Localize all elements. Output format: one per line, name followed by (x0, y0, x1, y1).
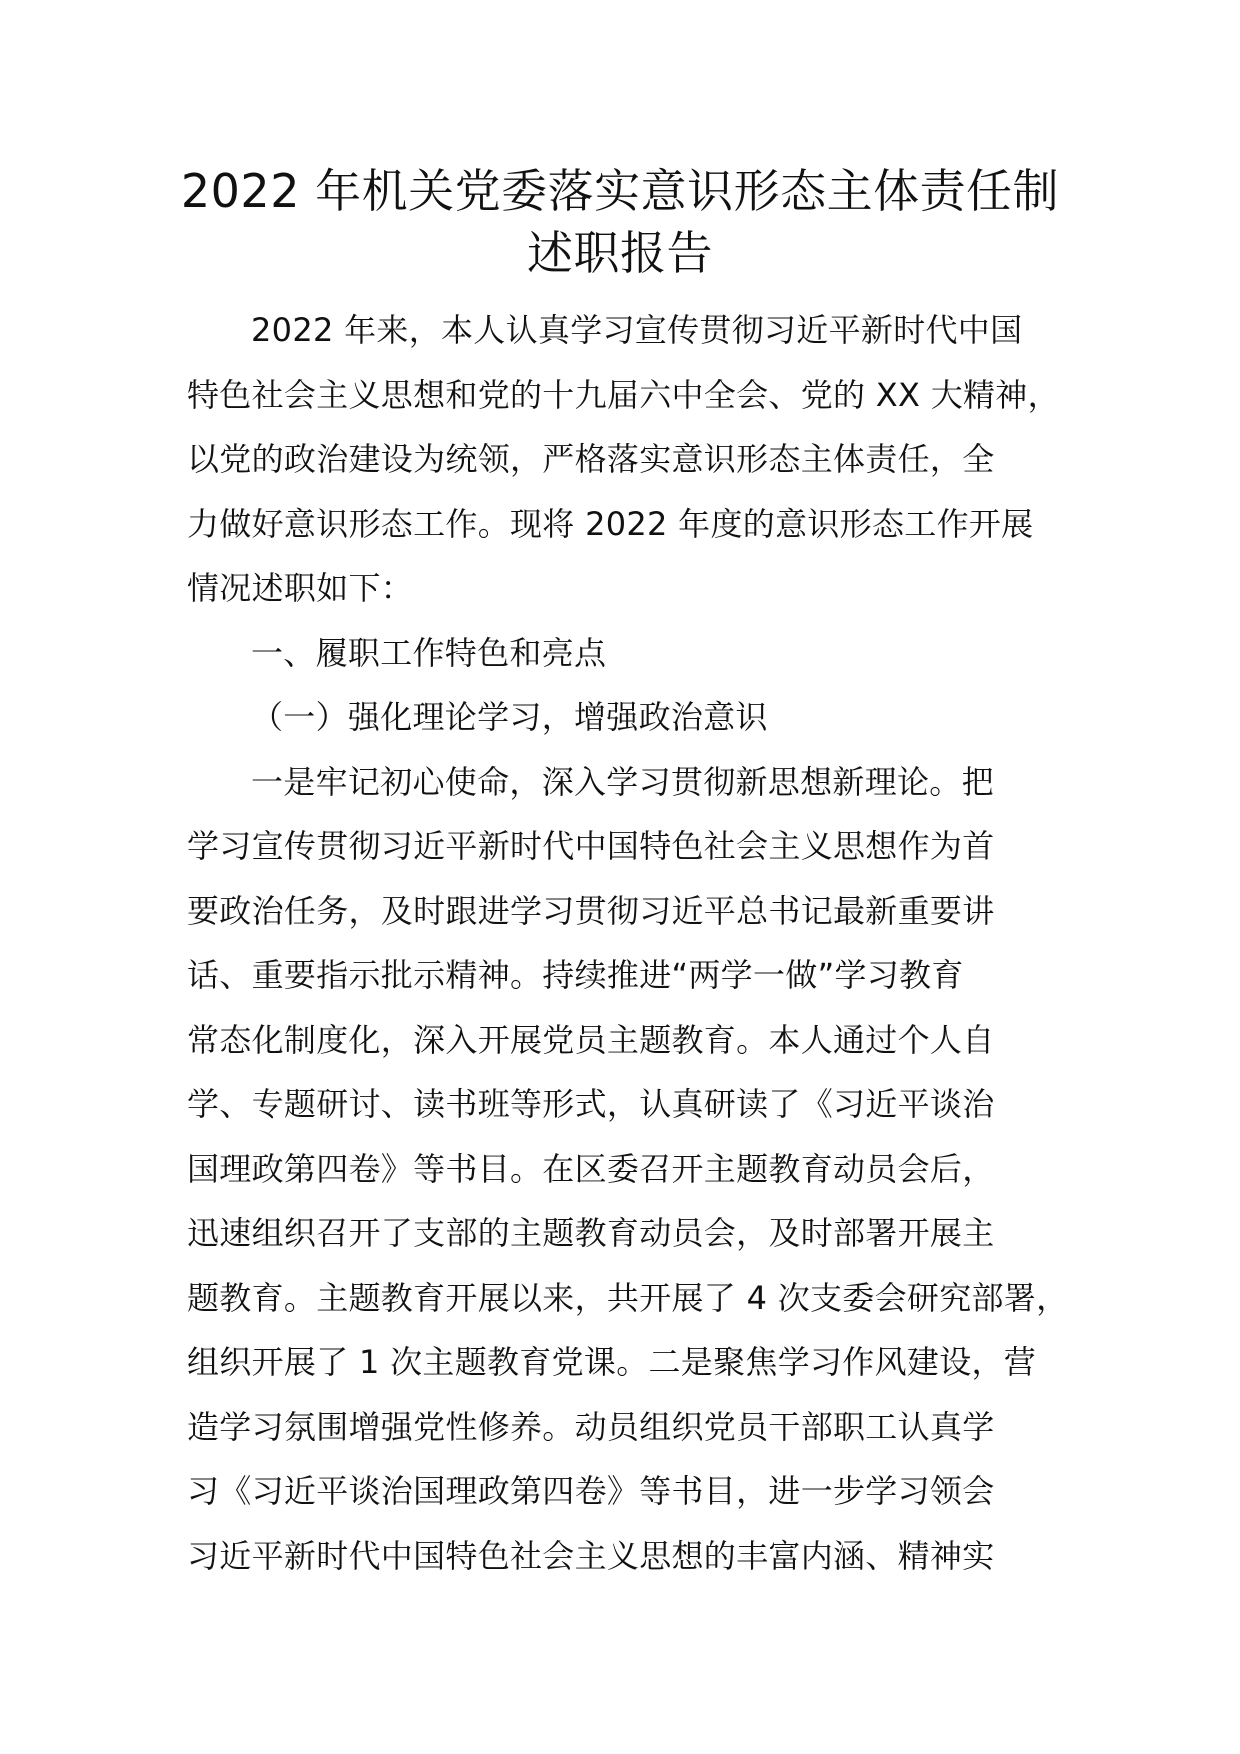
body-line: 题教育。主题教育开展以来，共开展了 4 次支委会研究部署， (187, 1278, 1069, 1317)
body-line: 造学习氛围增强党性修养。动员组织党员干部职工认真学 (187, 1407, 995, 1446)
body-line: 以党的政治建设为统领，严格落实意识形态主体责任，全 (187, 440, 995, 478)
document-title (150, 160, 1090, 284)
body-line: 迅速组织召开了支部的主题教育动员会，及时部署开展主 (187, 1214, 995, 1252)
body-line: 力做好意识形态工作。现将 2022 年度的意识形态工作开展 (187, 504, 1034, 543)
body-line: 2022 年来，本人认真学习宣传贯彻习近平新时代中国 (251, 311, 1023, 349)
body-line: 习《习近平谈治国理政第四卷》等书目，进一步学习领会 (187, 1472, 995, 1510)
body-line: （一）强化理论学习，增强政治意识 (251, 698, 768, 736)
title-line-2: 述职报告 (527, 226, 713, 280)
body-line: 国理政第四卷》等书目。在区委召开主题教育动员会后， (187, 1149, 995, 1188)
body-line: 学、专题研讨、读书班等形式，认真研读了《习近平谈治 (187, 1085, 995, 1123)
body-line: 学习宣传贯彻习近平新时代中国特色社会主义思想作为首 (187, 827, 995, 865)
title-line-1: 2022 年机关党委落实意识形态主体责任制 (180, 164, 1060, 218)
body-line: 话、重要指示批示精神。持续推进“两学一做”学习教育 (187, 956, 964, 994)
body-line: 组织开展了 1 次主题教育党课。二是聚焦学习作风建设，营 (187, 1343, 1037, 1381)
body-line: 一是牢记初心使命，深入学习贯彻新思想新理论。把 (251, 762, 994, 801)
body-line: 习近平新时代中国特色社会主义思想的丰富内涵、精神实 (187, 1536, 995, 1575)
body-line: 常态化制度化，深入开展党员主题教育。本人通过个人自 (187, 1020, 995, 1059)
document-body (187, 298, 1077, 1588)
body-line: 一、履职工作特色和亮点 (251, 633, 607, 672)
body-line: 特色社会主义思想和党的十九届六中全会、党的 XX 大精神， (187, 375, 1060, 414)
body-line: 情况述职如下： (187, 569, 414, 607)
body-line: 要政治任务，及时跟进学习贯彻习近平总书记最新重要讲 (187, 891, 995, 930)
